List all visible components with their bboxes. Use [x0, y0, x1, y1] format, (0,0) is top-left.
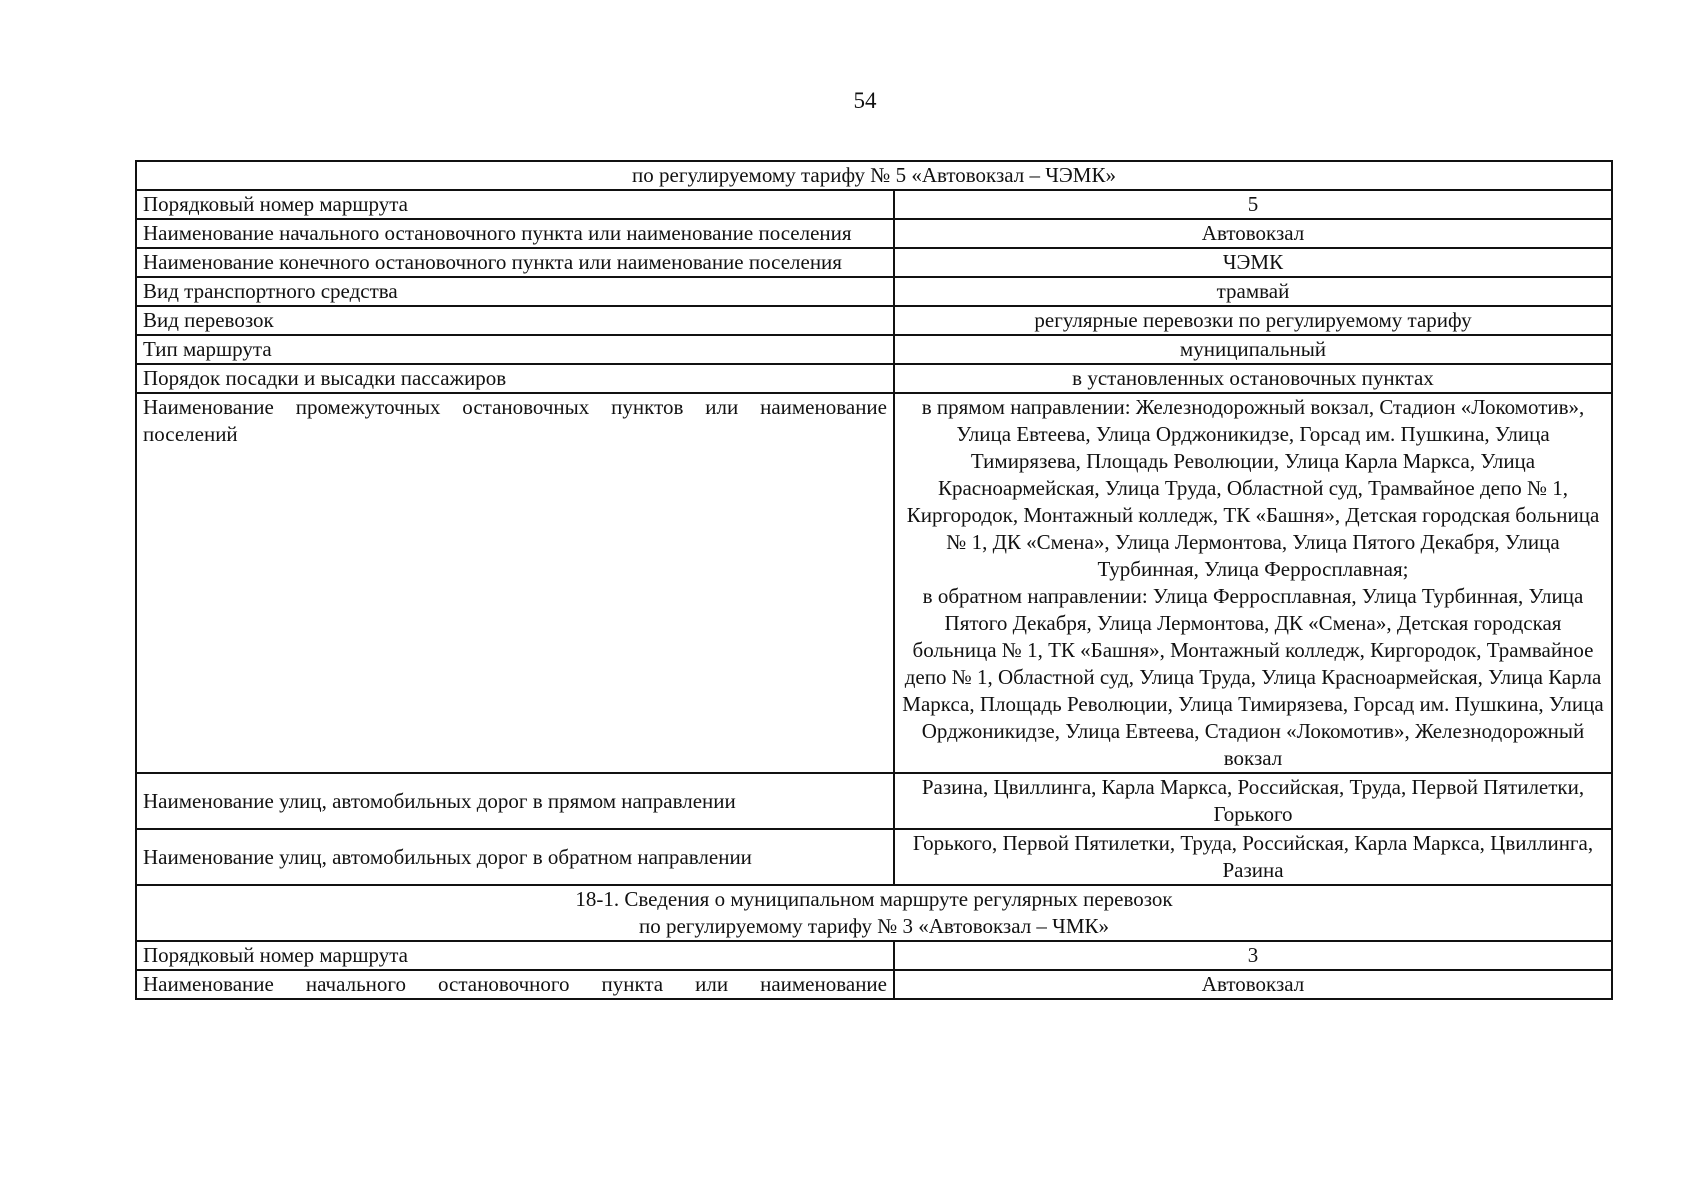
row-label-end-stop: Наименование конечного остановочного пункта или наименование поселения — [136, 248, 894, 277]
row-label-transport-kind: Вид перевозок — [136, 306, 894, 335]
page-number: 54 — [853, 88, 877, 113]
row-label-boarding-order: Порядок посадки и высадки пассажиров — [136, 364, 894, 393]
row-label-route-number-2: Порядковый номер маршрута — [136, 941, 894, 970]
row-label-vehicle-type: Вид транспортного средства — [136, 277, 894, 306]
row-value-end-stop: ЧЭМК — [894, 248, 1612, 277]
table-row — [136, 335, 1612, 364]
row-label-streets-backward: Наименование улиц, автомобильных дорог в обратном направлении — [136, 829, 894, 885]
route-table — [135, 160, 1613, 1000]
row-value-streets-forward: Разина, Цвиллинга, Карла Маркса, Российская, Труда, Первой Пятилетки, Горького — [894, 773, 1612, 829]
table-row — [136, 248, 1612, 277]
row-value-route-type: муниципальный — [894, 335, 1612, 364]
row-label-intermediate-stops: Наименование промежуточных остановочных пунктов или наименование поселений — [136, 393, 894, 773]
row-value-route-number: 5 — [894, 190, 1612, 219]
row-value-streets-backward: Горького, Первой Пятилетки, Труда, Российская, Карла Маркса, Цвиллинга, Разина — [894, 829, 1612, 885]
table-row — [136, 277, 1612, 306]
row-label-start-stop-2: Наименование начального остановочного пункта или наименование — [136, 970, 894, 999]
row-label-route-number: Порядковый номер маршрута — [136, 190, 894, 219]
table-row — [136, 190, 1612, 219]
row-label-route-type: Тип маршрута — [136, 335, 894, 364]
table-row — [136, 393, 1612, 773]
row-label-streets-forward: Наименование улиц, автомобильных дорог в прямом направлении — [136, 773, 894, 829]
table-row — [136, 773, 1612, 829]
section-title-row — [136, 885, 1612, 941]
row-label-start-stop: Наименование начального остановочного пункта или наименование поселения — [136, 219, 894, 248]
row-value-intermediate-stops — [894, 393, 1612, 773]
section-title-line-1: 18-1. Сведения о муниципальном маршруте регулярных перевозок — [575, 887, 1173, 911]
table-header-row — [136, 161, 1612, 190]
section-title — [136, 885, 1612, 941]
row-value-vehicle-type: трамвай — [894, 277, 1612, 306]
stops-forward: в прямом направлении: Железнодорожный вокзал, Стадион «Локомотив», Улица Евтеева, Улица Орджоникидзе, Горсад им. Пушкина, Улица Тимирязева, Площадь Революции, Улица Карла Маркса, Улица Красноармейская, Улица Труда, Областной суд, Трамвайное депо № 1, Киргородок, Монтажный колледж, ТК «Башня», Детская городская больница № 1, ДК «Смена», Улица Лермонтова, Улица Пятого Декабря, Улица Турбинная, Улица Ферросплавная; — [906, 395, 1600, 581]
row-value-boarding-order: в установленных остановочных пунктах — [894, 364, 1612, 393]
stops-backward: в обратном направлении: Улица Ферросплавная, Улица Турбинная, Улица Пятого Декабря, Улица Лермонтова, ДК «Смена», Детская городская больница № 1, ТК «Башня», Монтажный колледж, Киргородок, Трамвайное депо № 1, Областной суд, Улица Труда, Улица Красноармейская, Улица Карла Маркса, Площадь Революции, Улица Тимирязева, Горсад им. Пушкина, Улица Орджоникидзе, Улица Евтеева, Стадион «Локомотив», Железнодорожный вокзал — [902, 584, 1604, 770]
row-value-start-stop: Автовокзал — [894, 219, 1612, 248]
table-row — [136, 829, 1612, 885]
table-row — [136, 306, 1612, 335]
row-value-transport-kind: регулярные перевозки по регулируемому тарифу — [894, 306, 1612, 335]
table-row — [136, 364, 1612, 393]
table-row — [136, 941, 1612, 970]
table-row — [136, 219, 1612, 248]
section-title-line-2: по регулируемому тарифу № 3 «Автовокзал – ЧМК» — [638, 914, 1110, 938]
table-header: по регулируемому тарифу № 5 «Автовокзал – ЧЭМК» — [136, 161, 1612, 190]
table-row — [136, 970, 1612, 999]
row-value-route-number-2: 3 — [894, 941, 1612, 970]
row-value-start-stop-2: Автовокзал — [894, 970, 1612, 999]
